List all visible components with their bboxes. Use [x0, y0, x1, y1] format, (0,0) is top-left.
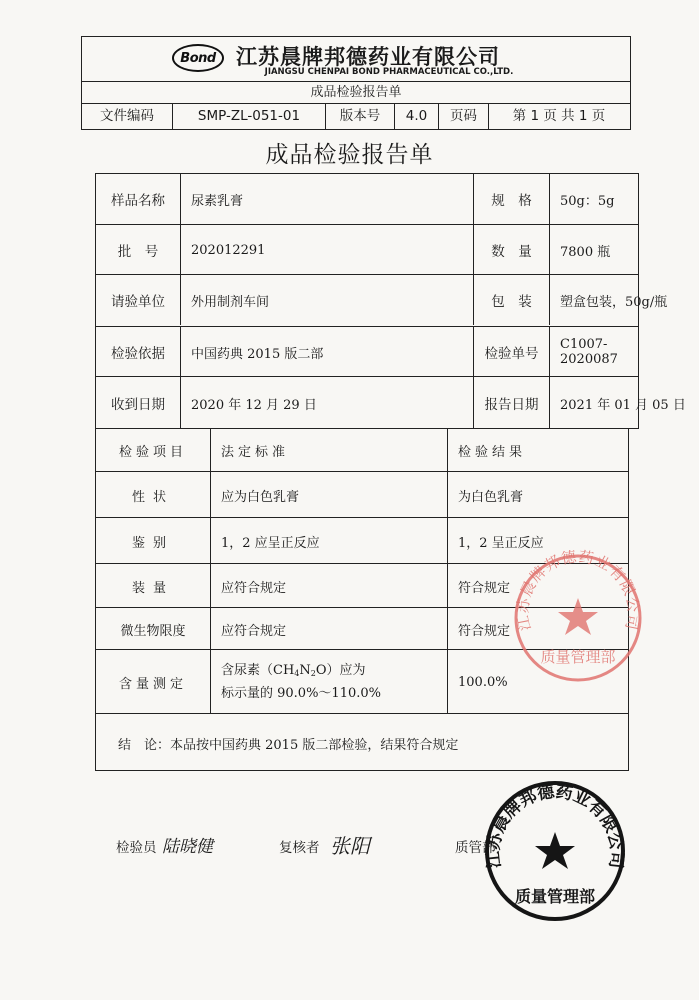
company-name-en: JIANGSU CHENPAI BOND PHARMACEUTICAL CO.,LTD.	[264, 67, 514, 77]
inspector-signature: 陆晓健	[162, 837, 213, 857]
page-title: 成品检验报告单	[265, 142, 434, 168]
package-label: 包 装	[473, 275, 549, 325]
black-quality-stamp	[480, 776, 630, 926]
bond-logo: Bond	[172, 44, 224, 72]
test-result: 1，2 呈正反应	[447, 518, 630, 564]
quantity-label: 数 量	[473, 225, 549, 275]
doc-no-label: 文件编码	[100, 108, 154, 124]
sample-name-label: 样品名称	[111, 193, 165, 209]
company-banner	[82, 37, 630, 81]
package-value: 塑盒包装，50g/瓶	[549, 275, 640, 325]
assay-standard-line1: 含尿素$(CH_4N_2O)$应为	[221, 662, 366, 678]
form-name: 成品检验报告单	[82, 81, 630, 104]
test-standard: 应符合规定	[210, 608, 447, 650]
conclusion-text: 结 论：本品按中国药典 2015 版二部检验，结果符合规定	[118, 737, 459, 753]
report-date-value: 2021 年 01 月 05 日	[549, 377, 640, 429]
test-result: 为白色乳膏	[447, 472, 630, 518]
test-item: 装量	[131, 580, 174, 596]
table-row	[96, 471, 628, 518]
test-standard	[210, 650, 447, 714]
col-header-result: 检验结果	[447, 429, 630, 471]
page-value: 第 1 页 共 1 页	[488, 104, 629, 130]
info-row	[96, 274, 668, 325]
received-label: 收到日期	[111, 397, 165, 413]
table-header-row	[96, 429, 628, 471]
test-result: 符合规定	[447, 564, 630, 608]
test-item: 性状	[131, 489, 174, 505]
test-standard: 1，2 应呈正反应	[210, 518, 447, 564]
page-label: 页码	[438, 104, 488, 130]
info-row	[96, 326, 638, 377]
test-standard: 应符合规定	[210, 564, 447, 608]
spec-value: 50g：5g	[549, 174, 640, 224]
requester-label: 请验单位	[111, 294, 165, 310]
test-result: 100.0%	[447, 650, 630, 714]
assay-standard-line2: 标示量的 90.0%～110.0%	[221, 685, 381, 701]
star-icon	[535, 832, 575, 869]
product-info-table	[95, 173, 686, 429]
received-value: 2020 年 12 月 29 日	[180, 377, 473, 429]
black-stamp-dept-text: 质量管理部	[514, 887, 596, 906]
spec-label: 规 格	[473, 174, 549, 224]
sample-name-value: 尿素乳膏	[180, 174, 473, 224]
requester-value: 外用制剂车间	[180, 275, 473, 325]
basis-value: 中国药典 2015 版二部	[180, 327, 473, 377]
test-item: 含量测定	[118, 676, 187, 692]
test-standard: 应为白色乳膏	[210, 472, 447, 518]
basis-label: 检验依据	[111, 346, 165, 362]
col-header-item: 检验项目	[118, 444, 187, 460]
star-icon	[558, 598, 598, 635]
test-item: 微生物限度	[120, 623, 186, 639]
version-label: 版本号	[325, 104, 394, 130]
report-no-label: 检验单号	[473, 327, 549, 377]
batch-value: 202012291	[180, 225, 473, 275]
document-meta-row	[82, 103, 630, 130]
col-header-standard: 法定标准	[210, 429, 447, 471]
version-value: 4.0	[394, 104, 438, 130]
qa-dept-label: 质管部	[455, 840, 496, 856]
conclusion-row	[96, 713, 628, 772]
report-date-label: 报告日期	[473, 377, 549, 429]
info-row	[96, 174, 638, 224]
info-row	[96, 224, 638, 275]
reviewer-signature: 张阳	[330, 834, 370, 858]
reviewer-label: 复核者	[279, 840, 320, 856]
test-result: 符合规定	[447, 608, 630, 650]
info-row	[96, 376, 686, 429]
doc-no-value: SMP-ZL-051-01	[172, 104, 325, 130]
inspector-label: 检验员	[116, 840, 157, 856]
document-header	[81, 36, 631, 130]
red-stamp-arc-text: 江苏晨牌邦德药业有限公司	[513, 548, 643, 633]
red-quality-stamp	[508, 548, 648, 688]
red-stamp-dept-text: 质量管理部	[540, 648, 616, 666]
company-name-cn: 江苏晨牌邦德药业有限公司	[236, 45, 500, 69]
report-no-value: C1007-2020087	[549, 327, 640, 377]
test-item: 鉴别	[131, 535, 174, 551]
quantity-value: 7800 瓶	[549, 225, 640, 275]
batch-label: 批 号	[117, 244, 159, 260]
black-stamp-arc-text: 江苏晨牌邦德药业有限公司	[483, 781, 627, 870]
